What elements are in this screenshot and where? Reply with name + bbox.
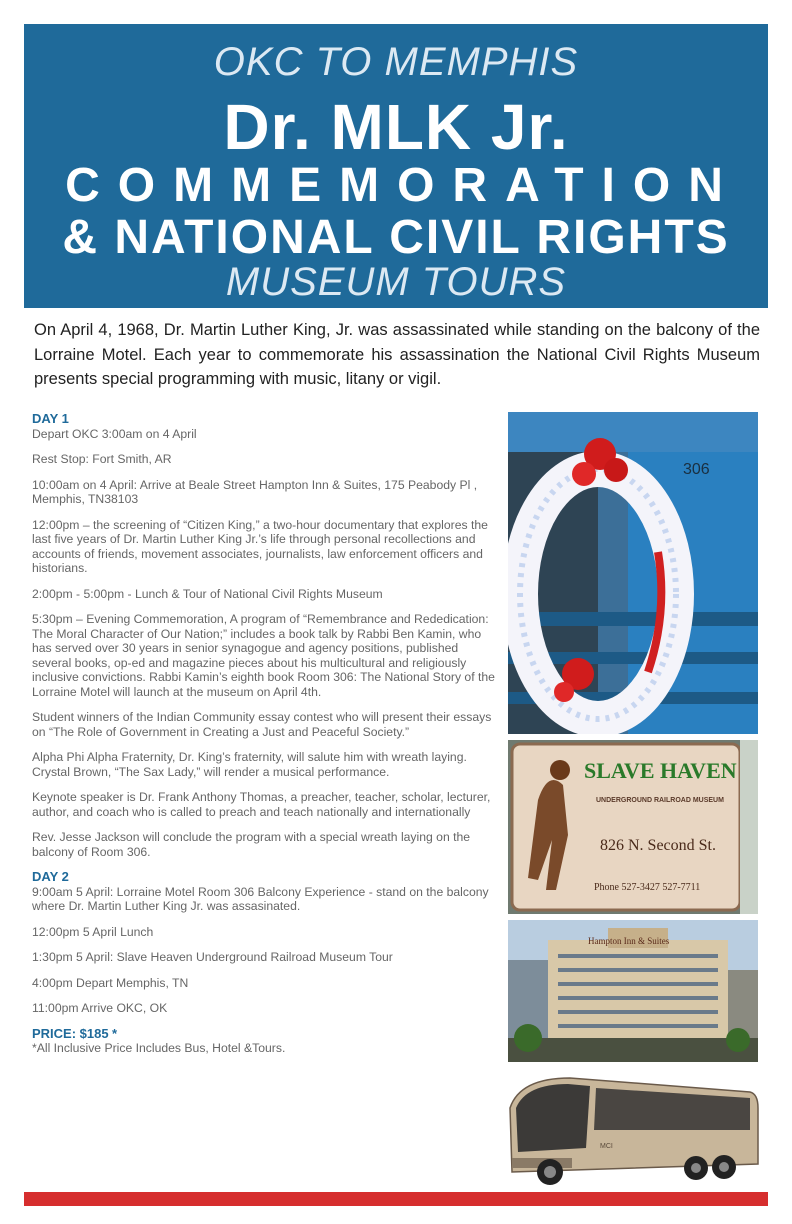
day2-item: 12:00pm 5 April Lunch [32,924,154,939]
title-banner [24,24,768,308]
day1-item: 5:30pm – Evening Commemoration, A program of “Remembrance and Rededication: The Moral Character of Our Nation;” includes a book talk by Rabbi Ben Kamin, who has served over 30 years in senior synagogue and agency positions, published several books, op-ed and magazine pieces about his multicultural and religiously inclusive convictions. Rabbi Kamin’s eighth book Room 306: The National Story of the Lorraine Motel will launch at the museum on April 4th. [32,612,495,699]
hotel-image [508,920,758,1062]
day1-item: Rest Stop: Fort Smith, AR [32,452,172,466]
day2-item: 9:00am 5 April: Lorraine Motel Room 306 Balcony Experience - stand on the balcony where Dr. Martin Luther King Jr. was assasinated. [32,884,489,913]
day1-item: 12:00pm – the screening of “Citizen King,” a two-hour documentary that explores the last five years of Dr. Martin Luther King Jr.’s life through personal recollections and accounts of friends, movement associates, journalists, law enforcement officers and historians. [32,517,488,575]
banner-museum-tours: MUSEUM TOURS [225,260,567,304]
sign-image [508,740,758,914]
hotel-sign: Hampton Inn & Suites [588,936,670,946]
wreath-photo [508,412,758,734]
day2-heading: DAY 2 [32,869,69,884]
banner-civil-rights: & NATIONAL CIVIL RIGHTS [62,211,730,264]
banner-name: Dr. MLK Jr. [223,91,569,163]
day1-item: 2:00pm - 5:00pm - Lunch & Tour of National Civil Rights Museum [32,586,383,601]
day2-item: 1:30pm 5 April: Slave Heaven Underground Railroad Museum Tour [32,950,393,964]
sign-phone: Phone 527-3427 527-7711 [594,882,701,893]
price-asterisk: * [111,1025,118,1041]
sign-subtitle: UNDERGROUND RAILROAD MUSEUM [596,797,724,804]
day1-item: 10:00am on 4 April: Arrive at Beale Street Hampton Inn & Suites, 175 Peabody Pl , Memphis, TN38103 [32,477,478,506]
intro-paragraph: On April 4, 1968, Dr. Martin Luther King, Jr. was assassinated while standing on the balcony of the Lorraine Motel. Each year to commemorate his assassination the National Civil Rights Museum presents special programming with music, litany or vigil. [34,321,760,388]
itinerary [32,412,496,1067]
bus-photo [500,1068,762,1192]
day1-heading: DAY 1 [32,411,69,426]
day1-item: Student winners of the Indian Community essay contest who will present their essays on “The Role of Government in Creating a Just and Peaceful Society.” [32,710,492,739]
sign-title: SLAVE HAVEN [584,758,737,783]
day2-item: 11:00pm Arrive OKC, OK [32,1001,168,1015]
bottom-red-bar [24,1192,768,1206]
wreath-image [508,412,758,734]
day1-item: Depart OKC 3:00am on 4 April [32,426,197,441]
sign-address: 826 N. Second St. [600,837,716,854]
day1-item: Keynote speaker is Dr. Frank Anthony Thomas, a preacher, teacher, scholar, lecturer, author, and coach who is called to preach and teach nationally and internationally [32,790,491,819]
price-label: PRICE: $185 [32,1025,109,1041]
hotel-photo [508,920,758,1062]
bus-plate: MCI [600,1143,613,1150]
day1-item: Rev. Jesse Jackson will conclude the program with a special wreath laying on the balcony of Room 306. [32,830,471,859]
price [32,1027,496,1042]
bus-image [500,1068,762,1192]
day1-item: Alpha Phi Alpha Fraternity, Dr. King’s fraternity, will salute him with wreath laying. Crystal Brown, “The Sax Lady,” will render a musical performance. [32,750,467,779]
banner-commemoration: COMMEMORATION [65,159,741,212]
banner-route: OKC TO MEMPHIS [213,40,579,84]
day2-item: 4:00pm Depart Memphis, TN [32,975,189,990]
price-note: *All Inclusive Price Includes Bus, Hotel &Tours. [32,1041,286,1055]
door-number: 306 [683,461,710,478]
slave-haven-sign-photo [508,740,758,914]
